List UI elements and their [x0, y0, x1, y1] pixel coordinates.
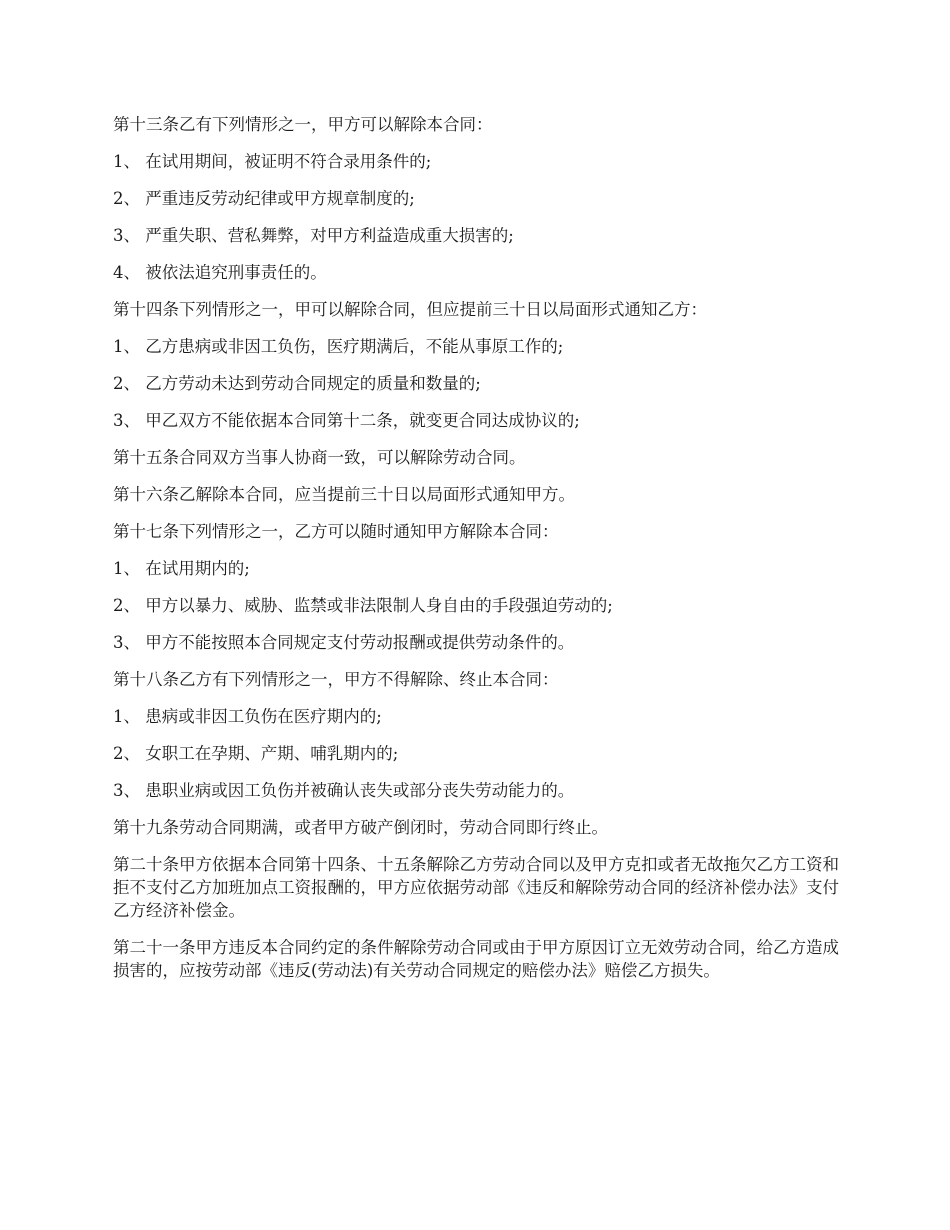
article-21: 第二十一条甲方违反本合同约定的条件解除劳动合同或由于甲方原因订立无效劳动合同，给乙方造成损害的，应按劳动部《违反(劳动法)有关劳动合同规定的赔偿办法》赔偿乙方损失。: [113, 938, 839, 980]
article-20: 第二十条甲方依据本合同第十四条、十五条解除乙方劳动合同以及甲方克扣或者无故拖欠乙方工资和拒不支付乙方加班加点工资报酬的，甲方应依据劳动部《违反和解除劳动合同的经济补偿办法》支付乙方经济补偿金。: [113, 855, 839, 920]
article-18-item-1: 1、 患病或非因工负伤在医疗期内的;: [113, 707, 382, 726]
article-14-item-2: 2、 乙方劳动未达到劳动合同规定的质量和数量的;: [113, 374, 481, 393]
article-13-item-3: 3、 严重失职、营私舞弊，对甲方利益造成重大损害的;: [113, 226, 514, 245]
article-17-heading: 第十七条下列情形之一，乙方可以随时通知甲方解除本合同：: [113, 522, 559, 541]
article-17-item-1: 1、 在试用期内的;: [113, 559, 250, 578]
article-13-item-4: 4、 被依法追究刑事责任的。: [113, 263, 327, 282]
article-16: 第十六条乙解除本合同，应当提前三十日以局面形式通知甲方。: [113, 485, 575, 504]
article-17-item-2: 2、 甲方以暴力、威胁、监禁或非法限制人身自由的手段强迫劳动的;: [113, 596, 613, 615]
document-body: [113, 113, 843, 996]
article-15: 第十五条合同双方当事人协商一致，可以解除劳动合同。: [113, 448, 526, 467]
article-17-item-3: 3、 甲方不能按照本合同规定支付劳动报酬或提供劳动条件的。: [113, 633, 575, 652]
article-13-heading: 第十三条乙有下列情形之一，甲方可以解除本合同：: [113, 115, 493, 134]
article-14-heading: 第十四条下列情形之一，甲可以解除合同，但应提前三十日以局面形式通知乙方：: [113, 300, 707, 319]
article-13-item-1: 1、 在试用期间，被证明不符合录用条件的;: [113, 152, 432, 171]
article-18-item-3: 3、 患职业病或因工负伤并被确认丧失或部分丧失劳动能力的。: [113, 781, 575, 800]
article-18-heading: 第十八条乙方有下列情形之一，甲方不得解除、终止本合同：: [113, 670, 559, 689]
article-14-item-3: 3、 甲乙双方不能依据本合同第十二条，就变更合同达成协议的;: [113, 411, 580, 430]
article-18-item-2: 2、 女职工在孕期、产期、哺乳期内的;: [113, 744, 399, 763]
article-13-item-2: 2、 严重违反劳动纪律或甲方规章制度的;: [113, 189, 415, 208]
article-14-item-1: 1、 乙方患病或非因工负伤，医疗期满后，不能从事原工作的;: [113, 337, 564, 356]
article-19: 第十九条劳动合同期满，或者甲方破产倒闭时，劳动合同即行终止。: [113, 818, 608, 837]
